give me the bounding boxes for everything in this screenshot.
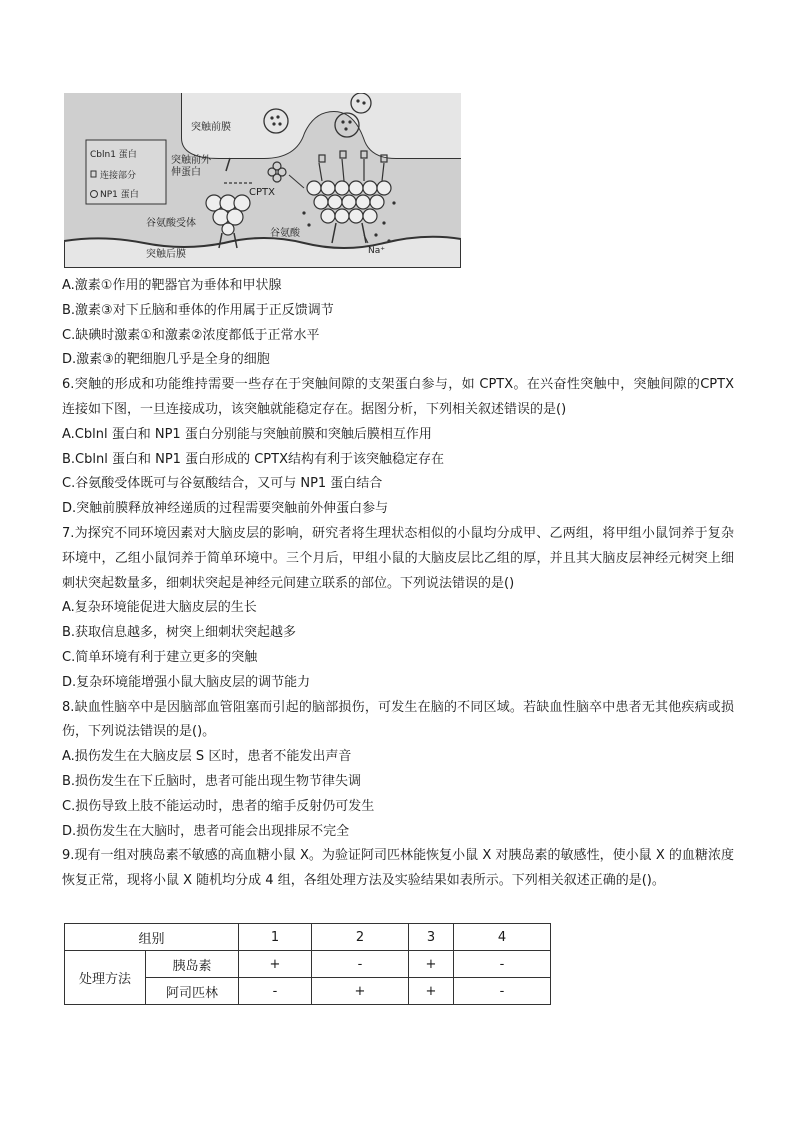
table-cell: - <box>454 951 551 978</box>
table-cell: + <box>409 951 454 978</box>
table-header-row <box>65 924 551 951</box>
q8-option-b: B.损伤发生在下丘脑时，患者可能出现生物节律失调 <box>62 773 362 789</box>
glutamate-label: 谷氨酸 <box>270 228 300 239</box>
group-1: 1 <box>239 924 312 951</box>
table-cell: + <box>239 951 312 978</box>
ext-protein-label-2: 伸蛋白 <box>171 167 201 178</box>
row-name: 胰岛素 <box>146 951 239 978</box>
q6-option-a: A.Cblnl 蛋白和 NP1 蛋白分别能与突触前膜和突触后膜相互作用 <box>62 426 432 442</box>
legend-cbln1: Cbln1 蛋白 <box>90 150 137 160</box>
postsynaptic-label: 突触后膜 <box>146 249 186 260</box>
q7-option-c: C.简单环境有利于建立更多的突触 <box>62 649 258 665</box>
ext-protein-label-1: 突触前外 <box>171 155 211 166</box>
q8-option-d: D.损伤发生在大脑时，患者可能会出现排尿不完全 <box>62 823 350 839</box>
group-header: 组别 <box>65 924 239 951</box>
table-cell: - <box>454 978 551 1005</box>
glutamate-receptor-left <box>206 195 250 235</box>
group-2: 2 <box>312 924 409 951</box>
q6-option-b: B.Cblnl 蛋白和 NP1 蛋白形成的 CPTX结构有利于该突触稳定存在 <box>62 451 444 467</box>
q7-option-a: A.复杂环境能促进大脑皮层的生长 <box>62 600 257 616</box>
group-4: 4 <box>454 924 551 951</box>
q5-option-a: A.激素①作用的靶器官为垂体和甲状腺 <box>62 278 282 293</box>
table-cell: + <box>312 978 409 1005</box>
row-name: 阿司匹林 <box>146 978 239 1005</box>
q8-stem: 8.缺血性脑卒中是因脑部血管阻塞而引起的脑部损伤，可发生在脑的不同区域。若缺血性脑卒中患者无其他疾病或损伤，下列说法错误的是()。 <box>62 699 734 740</box>
sodium-label: Na⁺ <box>368 246 385 256</box>
legend-np1: NP1 蛋白 <box>100 190 139 200</box>
group-3: 3 <box>409 924 454 951</box>
postsynaptic-membrane <box>64 237 461 268</box>
question-content <box>62 274 734 894</box>
q9-table <box>64 923 551 1005</box>
q8-option-a: A.损伤发生在大脑皮层 S 区时，患者不能发出声音 <box>62 749 352 765</box>
cptx-cluster-right <box>307 181 391 223</box>
q8-option-c: C.损伤导致上肢不能运动时，患者的缩手反射仍可发生 <box>62 798 375 814</box>
q6-option-c: C.谷氨酸受体既可与谷氨酸结合，又可与 NP1 蛋白结合 <box>62 476 383 492</box>
cptx-synapse-figure <box>64 93 461 268</box>
q6-stem: 6.突触的形成和功能维持需要一些存在于突触间隙的支架蛋白参与，如 CPTX。在兴奋性突触中，突触间隙的CPTX 连接如下图，一旦连接成功，该突触就能稳定存在。据图分析，下列相关叙述错误的是() <box>62 377 734 417</box>
q6-option-d: D.突触前膜释放神经递质的过程需要突触前外伸蛋白参与 <box>62 501 389 517</box>
q7-stem: 7.为探究不同环境因素对大脑皮层的影响，研究者将生理状态相似的小鼠均分成甲、乙两组，将甲组小鼠饲养于复杂环境中，乙组小鼠饲养于简单环境中。三个月后，甲组小鼠的大脑皮层比乙组的厚，并且其大脑皮层神经元树突上细刺状突起数量多，细刺状突起是神经元间建立联系的部位。下列说法错误的是() <box>62 525 734 591</box>
cptx-label: CPTX <box>249 187 275 198</box>
q9-stem: 9.现有一组对胰岛素不敏感的高血糖小鼠 X。为验证阿司匹林能恢复小鼠 X 对胰岛素的敏感性，使小鼠 X 的血糖浓度恢复正常，现将小鼠 X 随机均分成 4 组，各组处理方法及实验结果如表所示。下列相关叙述正确的是()。 <box>62 848 734 889</box>
receptor-label: 谷氨酸受体 <box>146 218 196 229</box>
q5-option-b: B.激素③对下丘脑和垂体的作用属于正反馈调节 <box>62 302 334 318</box>
table-row <box>65 951 551 978</box>
q5-option-c: C.缺碘时激素①和激素②浓度都低于正常水平 <box>62 327 320 343</box>
table-cell: - <box>312 951 409 978</box>
presynaptic-label: 突触前膜 <box>191 122 231 133</box>
q5-option-d: D.激素③的靶细胞几乎是全身的细胞 <box>62 352 270 368</box>
q7-option-d: D.复杂环境能增强小鼠大脑皮层的调节能力 <box>62 674 311 690</box>
method-label: 处理方法 <box>65 951 146 1005</box>
legend-connect: 连接部分 <box>100 171 137 181</box>
table-cell: + <box>409 978 454 1005</box>
q7-option-b: B.获取信息越多，树突上细刺状突起越多 <box>62 625 297 641</box>
table-cell: - <box>239 978 312 1005</box>
